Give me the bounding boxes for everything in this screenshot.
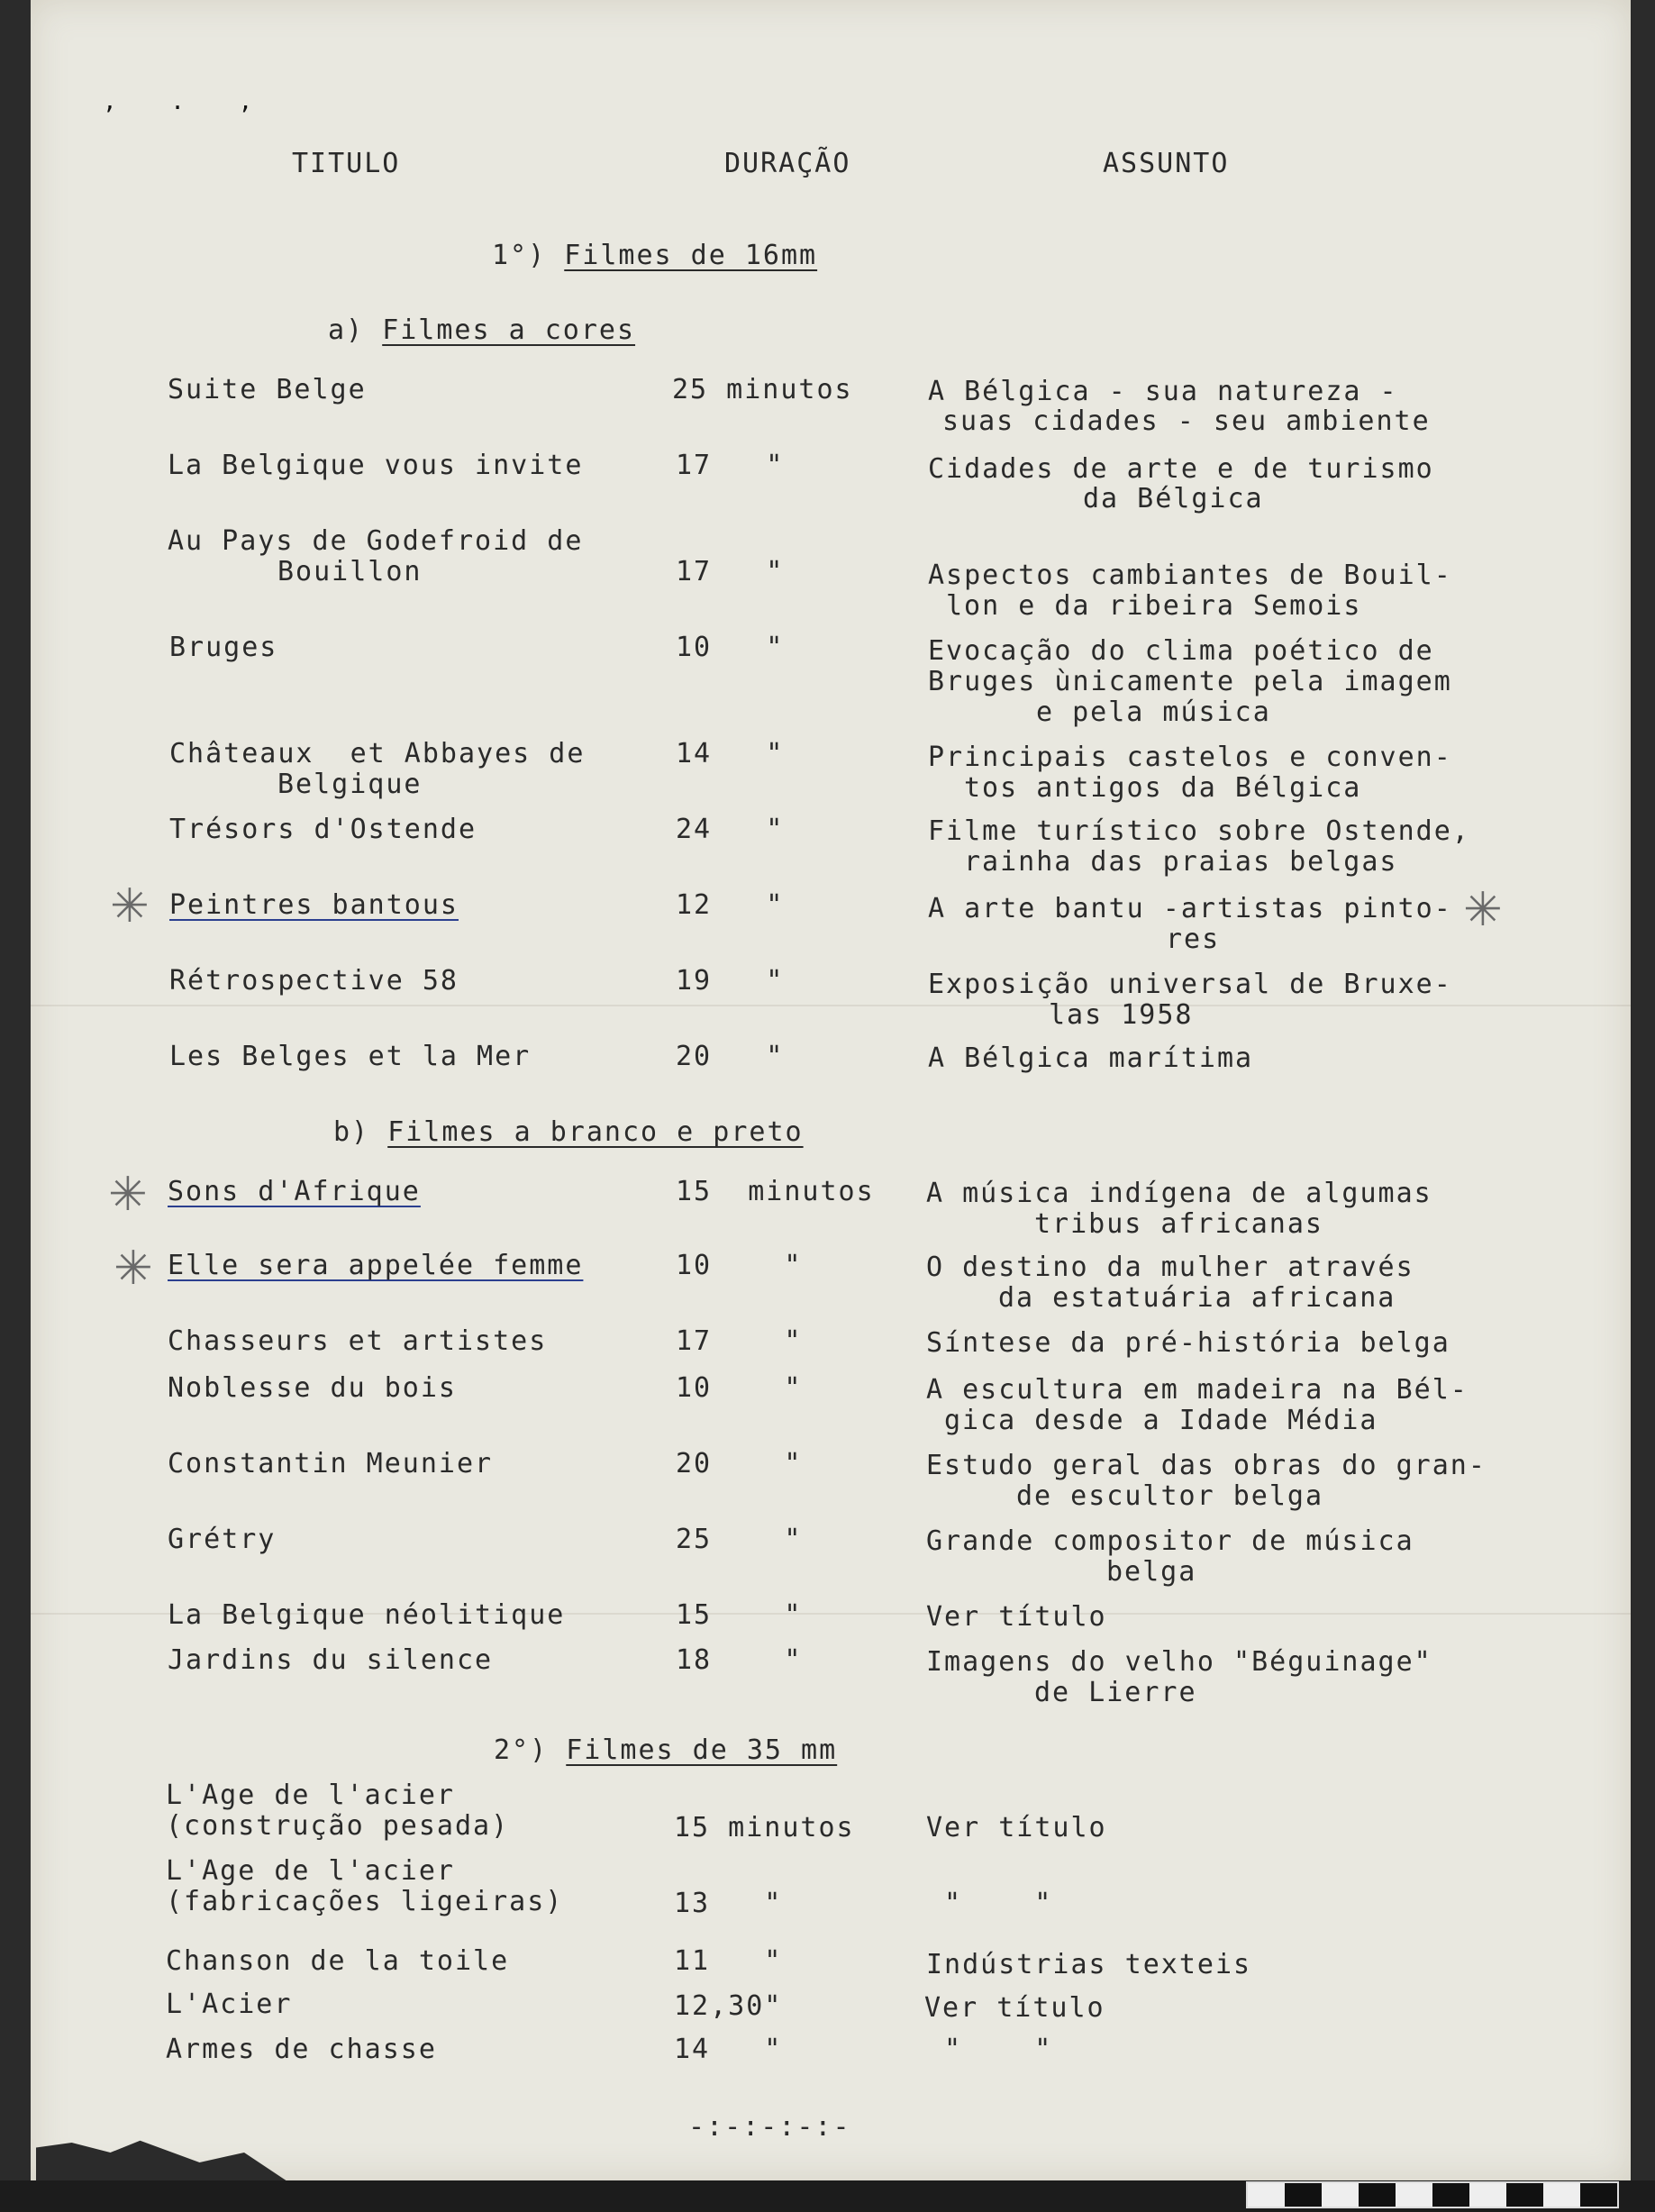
- row-subject: da estatuária africana: [998, 1282, 1396, 1314]
- row-title: Au Pays de Godefroid de: [168, 525, 584, 557]
- row-title: L'Age de l'acier: [166, 1780, 455, 1811]
- row-duration: 18 ": [676, 1644, 803, 1676]
- row-title: Bouillon: [277, 556, 423, 587]
- row-subject: lon e da ribeira Semois: [946, 590, 1362, 622]
- row-title: Grétry: [168, 1524, 277, 1555]
- row-subject: de Lierre: [1034, 1677, 1197, 1708]
- row-title: Chanson de la toile: [166, 1945, 510, 1977]
- asterisk-annotation: ✳: [110, 879, 150, 933]
- row-title: Bruges: [169, 632, 278, 663]
- row-subject: Indústrias texteis: [926, 1949, 1252, 1980]
- row-duration: 10 ": [676, 1372, 803, 1404]
- row-subject: Principais castelos e conven-: [928, 742, 1452, 773]
- row-subject: Ver título: [924, 1992, 1105, 2024]
- subsection-number: b): [333, 1116, 370, 1148]
- row-title: (construção pesada): [166, 1810, 510, 1842]
- row-subject: de escultor belga: [1016, 1480, 1324, 1512]
- subsection-b: [333, 1117, 804, 1148]
- row-title: L'Acier: [166, 1989, 293, 2020]
- row-subject: las 1958: [1049, 999, 1194, 1031]
- row-title: (fabricações ligeiras): [166, 1886, 564, 1917]
- row-subject: res: [1166, 924, 1221, 955]
- row-duration: 12,30": [674, 1990, 783, 2022]
- row-subject: Filme turístico sobre Ostende,: [928, 815, 1470, 847]
- section-number-text: 1°): [492, 240, 547, 271]
- row-subject: suas cidades - seu ambiente: [942, 405, 1431, 437]
- row-title: Chasseurs et artistes: [168, 1325, 548, 1357]
- subsection-a: [328, 315, 635, 346]
- row-subject: Bruges ùnicamente pela imagem: [928, 666, 1452, 697]
- section-title: Filmes de 16mm: [564, 240, 818, 271]
- asterisk-annotation: ✳: [114, 1242, 153, 1296]
- row-title: Suite Belge: [168, 374, 367, 405]
- section-title: Filmes de 35 mm: [566, 1734, 838, 1766]
- row-duration: 15 ": [676, 1599, 803, 1631]
- row-subject: Imagens do velho "Béguinage": [926, 1646, 1432, 1678]
- row-duration: 10 ": [676, 632, 785, 663]
- row-subject: Síntese da pré-história belga: [926, 1327, 1450, 1359]
- row-duration: 20 ": [676, 1041, 785, 1072]
- row-duration: 11 ": [674, 1945, 783, 1977]
- row-duration: 17 ": [676, 1325, 803, 1357]
- row-title: Constantin Meunier: [168, 1448, 494, 1479]
- row-title: L'Age de l'acier: [166, 1855, 455, 1887]
- row-duration: 14 ": [674, 2034, 783, 2065]
- color-scale-bar: [1246, 2181, 1619, 2208]
- subsection-title: Filmes a branco e preto: [387, 1116, 804, 1148]
- subsection-title: Filmes a cores: [382, 314, 636, 346]
- row-title: Armes de chasse: [166, 2034, 437, 2065]
- row-title: Peintres bantous: [169, 889, 459, 921]
- row-duration: 24 ": [676, 814, 785, 845]
- row-subject: O destino da mulher através: [926, 1252, 1414, 1283]
- row-title: Rétrospective 58: [169, 965, 459, 997]
- row-title: La Belgique vous invite: [168, 450, 584, 481]
- row-subject: A arte bantu -artistas pinto-: [928, 893, 1452, 924]
- row-subject: Aspectos cambiantes de Bouil-: [928, 560, 1452, 591]
- row-subject: Evocação do clima poético de: [928, 635, 1434, 667]
- row-title: Elle sera appelée femme: [168, 1250, 584, 1281]
- row-subject: A Bélgica marítima: [928, 1042, 1254, 1074]
- row-title: Les Belges et la Mer: [169, 1041, 532, 1072]
- row-duration: 17 ": [676, 450, 785, 481]
- row-duration: 10 ": [676, 1250, 803, 1281]
- section-number: [492, 241, 817, 271]
- row-subject: Estudo geral das obras do gran-: [926, 1450, 1487, 1481]
- row-subject: gica desde a Idade Média: [944, 1405, 1378, 1436]
- row-subject: Grande compositor de música: [926, 1525, 1414, 1557]
- row-subject: da Bélgica: [1083, 483, 1264, 514]
- row-duration: 20 ": [676, 1448, 803, 1479]
- row-duration: 15 minutos: [674, 1812, 855, 1843]
- row-subject: " ": [944, 1888, 1053, 1919]
- row-title: La Belgique néolitique: [168, 1599, 566, 1631]
- row-subject: A Bélgica - sua natureza -: [928, 376, 1398, 407]
- row-subject: Ver título: [926, 1601, 1107, 1633]
- subsection-number: a): [328, 314, 365, 346]
- row-subject: A escultura em madeira na Bél-: [926, 1374, 1469, 1406]
- row-title: Sons d'Afrique: [168, 1176, 421, 1207]
- row-duration: 15 minutos: [676, 1176, 875, 1207]
- row-subject: Ver título: [926, 1812, 1107, 1843]
- row-duration: 14 ": [676, 738, 785, 769]
- row-subject: " ": [944, 2034, 1053, 2065]
- header-duracao: DURAÇÃO: [724, 148, 851, 179]
- row-duration: 17 ": [676, 556, 785, 587]
- section-number-text: 2°): [494, 1734, 549, 1766]
- row-subject: Exposição universal de Bruxe-: [928, 969, 1452, 1000]
- row-subject: e pela música: [1036, 696, 1271, 728]
- document-page: [31, 0, 1631, 2180]
- row-title: Belgique: [277, 769, 423, 800]
- asterisk-annotation: ✳: [1463, 883, 1503, 937]
- row-duration: 12 ": [676, 889, 785, 921]
- row-subject: tribus africanas: [1034, 1208, 1323, 1240]
- row-duration: 25 ": [676, 1524, 803, 1555]
- row-duration: 25 minutos: [672, 374, 853, 405]
- end-mark: -:-:-:-:-: [688, 2111, 851, 2143]
- row-duration: 13 ": [674, 1888, 783, 1919]
- row-subject: Cidades de arte e de turismo: [928, 453, 1434, 485]
- row-subject: A música indígena de algumas: [926, 1178, 1432, 1209]
- row-subject: tos antigos da Bélgica: [964, 772, 1362, 804]
- asterisk-annotation: ✳: [108, 1168, 148, 1222]
- row-duration: 19 ": [676, 965, 785, 997]
- row-title: Noblesse du bois: [168, 1372, 457, 1404]
- row-title: Jardins du silence: [168, 1644, 494, 1676]
- header-assunto: ASSUNTO: [1103, 148, 1230, 179]
- row-title: Trésors d'Ostende: [169, 814, 477, 845]
- corner-marks: , . ,: [103, 88, 273, 115]
- row-subject: rainha das praias belgas: [964, 846, 1398, 878]
- row-subject: belga: [1106, 1556, 1197, 1588]
- header-titulo: TITULO: [292, 148, 401, 179]
- fold-line: [31, 1005, 1631, 1006]
- row-title: Châteaux et Abbayes de: [169, 738, 586, 769]
- section-2-heading: [494, 1735, 837, 1766]
